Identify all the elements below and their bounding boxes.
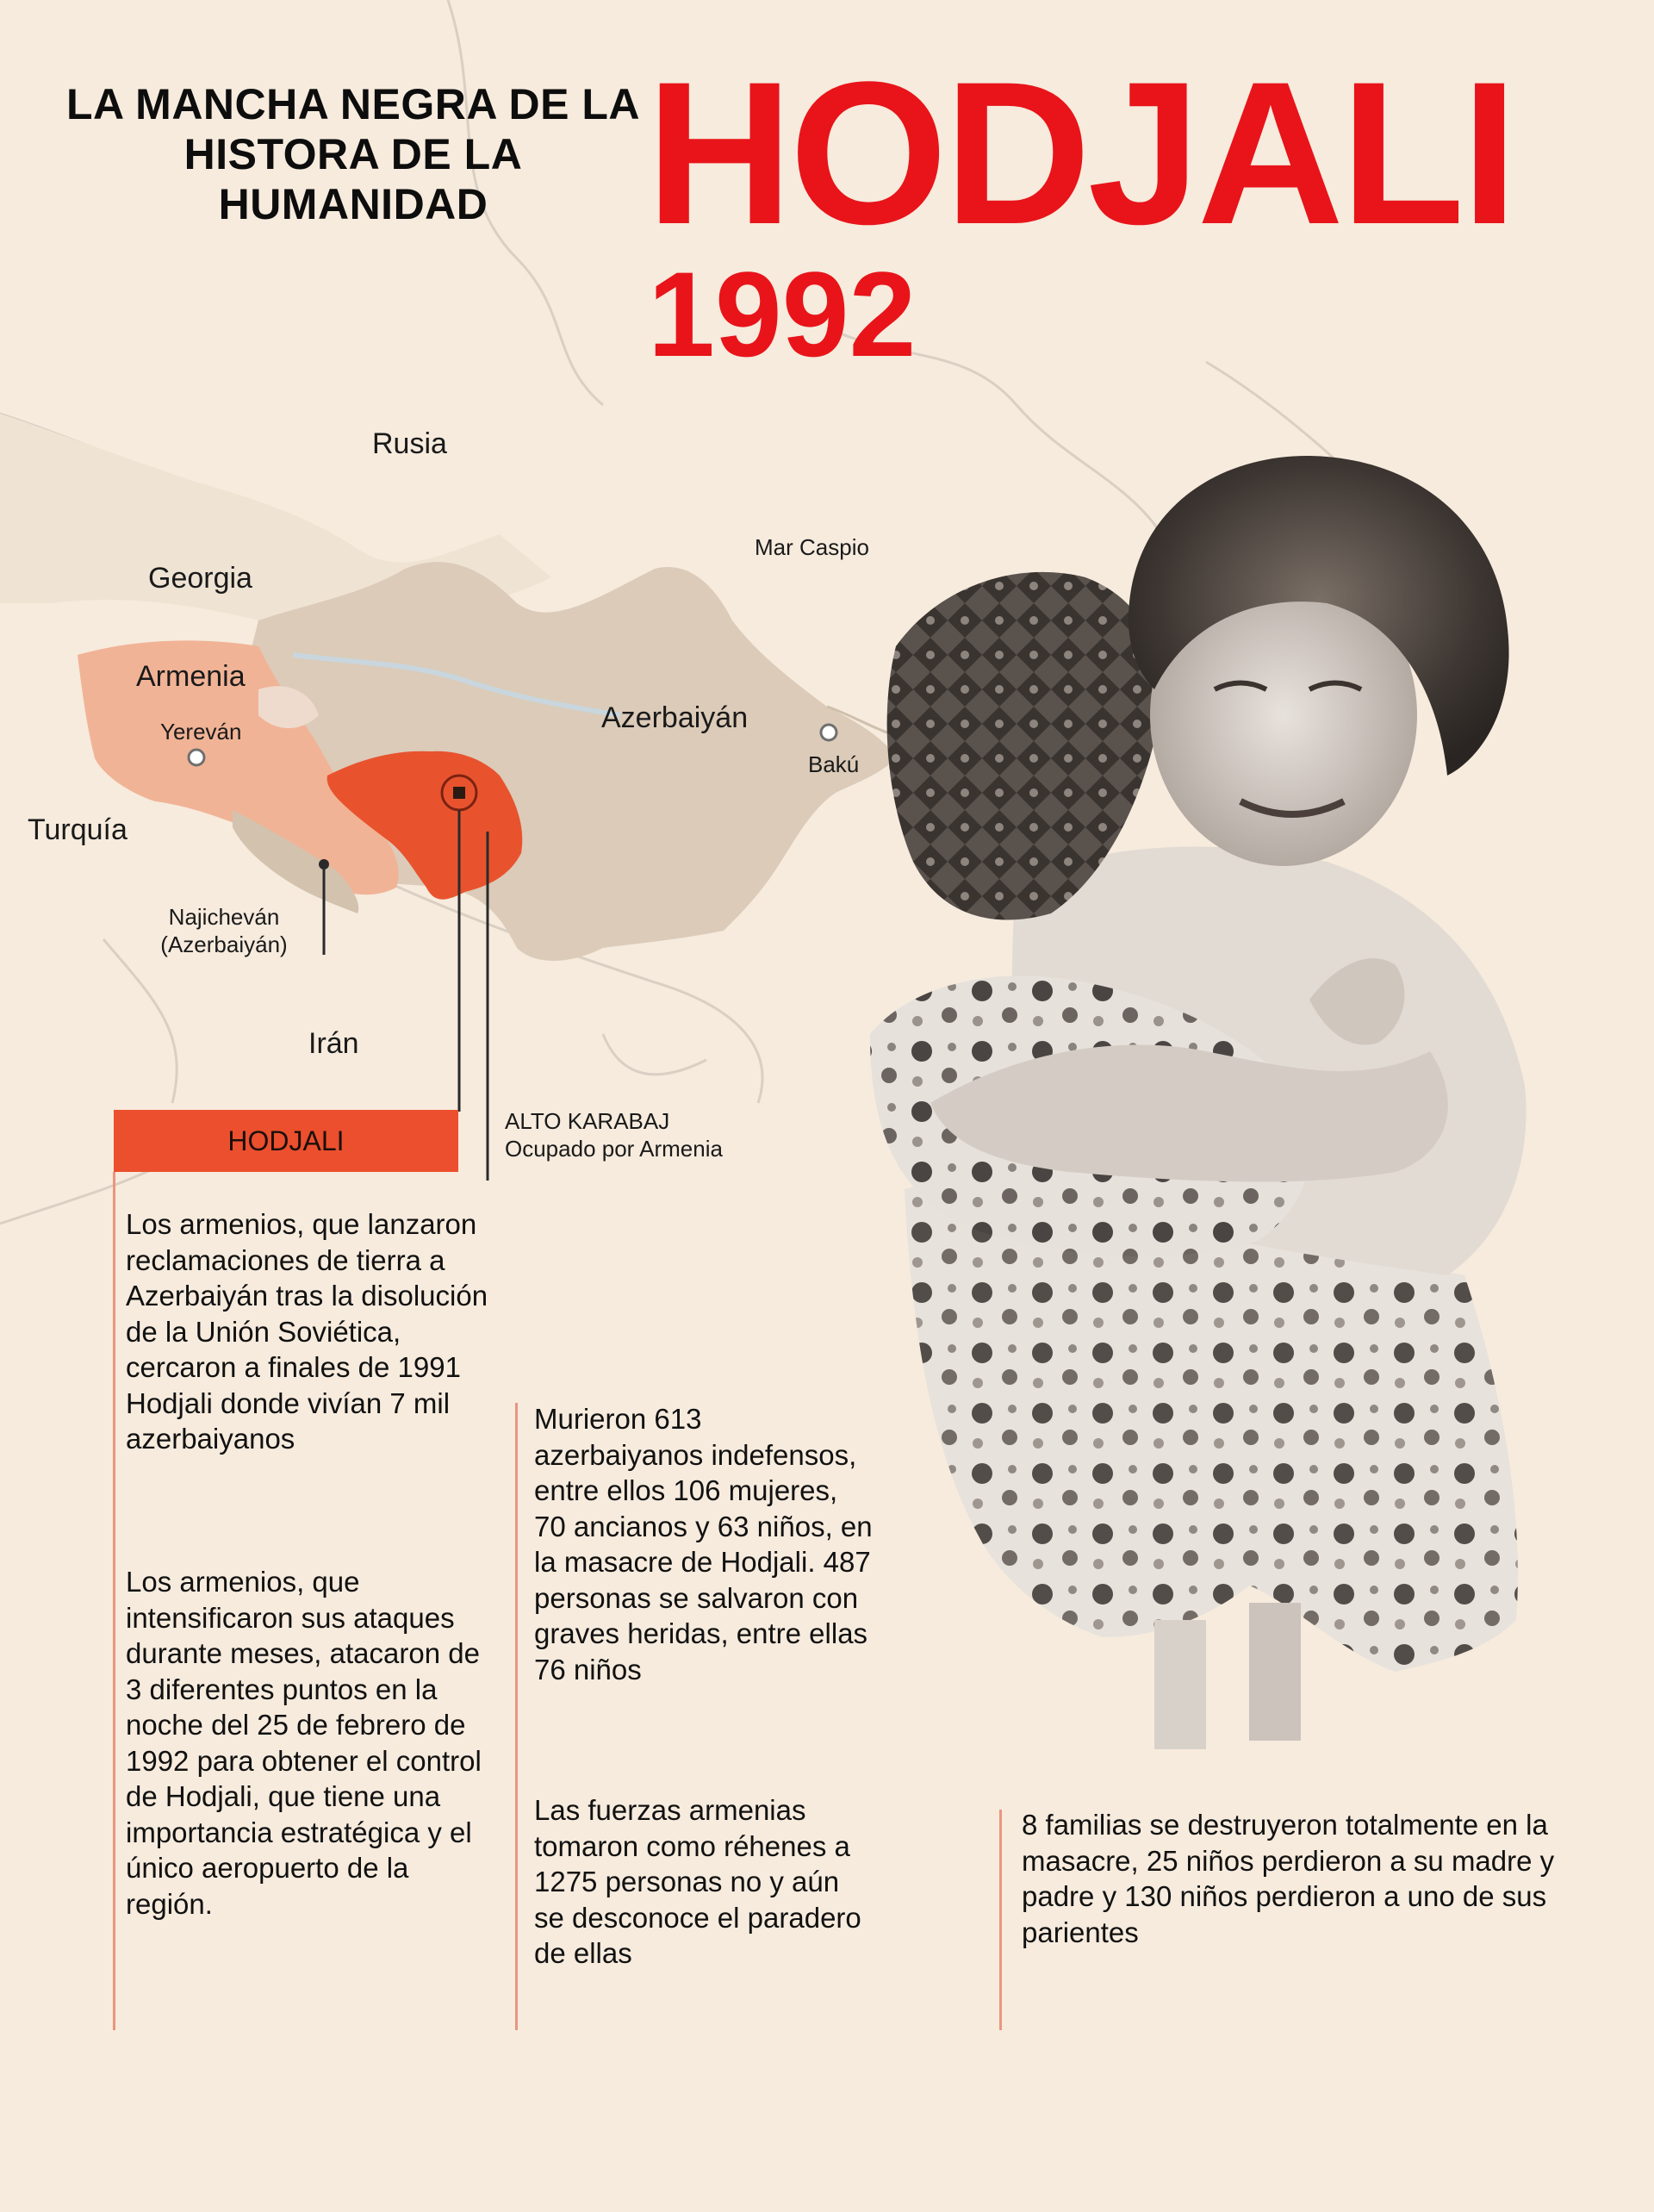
rule-middle bbox=[515, 1403, 518, 2030]
hodjali-callout-label: HODJALI bbox=[227, 1125, 345, 1156]
subtitle: LA MANCHA NEGRA DE LA HISTORA DE LA HUMANIDAD bbox=[65, 80, 641, 228]
baku-dot bbox=[821, 725, 836, 740]
hodjali-callout bbox=[114, 1110, 458, 1172]
label-karabakh-occupied: Ocupado por Armenia bbox=[505, 1136, 723, 1162]
main-title: HODJALI bbox=[646, 40, 1514, 267]
rule-right bbox=[999, 1810, 1002, 2030]
paragraph-siege: Los armenios, que lanzaron reclamaciones de tierra a Azerbaiyán tras la disolución de la Unión Soviética, cercaron a finales de 1991 Hodjali donde vivían 7 mil azerbaiyanos bbox=[126, 1208, 488, 1455]
label-georgia: Georgia bbox=[148, 562, 252, 595]
label-caspian: Mar Caspio bbox=[755, 534, 869, 560]
label-nakhchivan: Najicheván (Azerbaiyán) bbox=[160, 904, 288, 957]
year: 1992 bbox=[648, 246, 917, 382]
hodjali-marker bbox=[453, 787, 465, 799]
paragraph-families: 8 familias se destruyeron totalmente en la masacre, 25 niños perdieron a su madre y padre y 130 niños perdieron a uno de sus parientes bbox=[1022, 1809, 1555, 1948]
label-turkey: Turquía bbox=[28, 813, 127, 846]
label-russia: Rusia bbox=[372, 427, 447, 460]
paragraph-attack: Los armenios, que intensificaron sus ataques durante meses, atacaron de 3 diferentes puntos en la noche del 25 de febrero de 1992 para obtener el control de Hodjali, que tiene una importancia estratégica y el único aeropuerto de la región. bbox=[126, 1566, 482, 1920]
label-azerbaijan: Azerbaiyán bbox=[601, 701, 749, 734]
label-yerevan: Yereván bbox=[160, 719, 242, 745]
label-karabakh: ALTO KARABAJ bbox=[505, 1108, 670, 1134]
label-iran: Irán bbox=[308, 1027, 359, 1060]
label-armenia: Armenia bbox=[136, 660, 246, 693]
rule-left bbox=[113, 1172, 115, 2030]
label-baku: Bakú bbox=[808, 751, 860, 777]
yerevan-dot bbox=[189, 750, 204, 765]
paragraph-victims: Murieron 613 azerbaiyanos indefensos, entre ellos 106 mujeres, 70 ancianos y 63 niños, en la masacre de Hodjali. 487 personas se salvaron con graves heridas, entre ellas 76 niños bbox=[534, 1403, 873, 1685]
paragraph-hostages: Las fuerzas armenias tomaron como réhenes a 1275 personas no y aún se desconoce el paradero de ellas bbox=[534, 1794, 861, 1969]
photo-girl-holding-child bbox=[844, 431, 1620, 1775]
